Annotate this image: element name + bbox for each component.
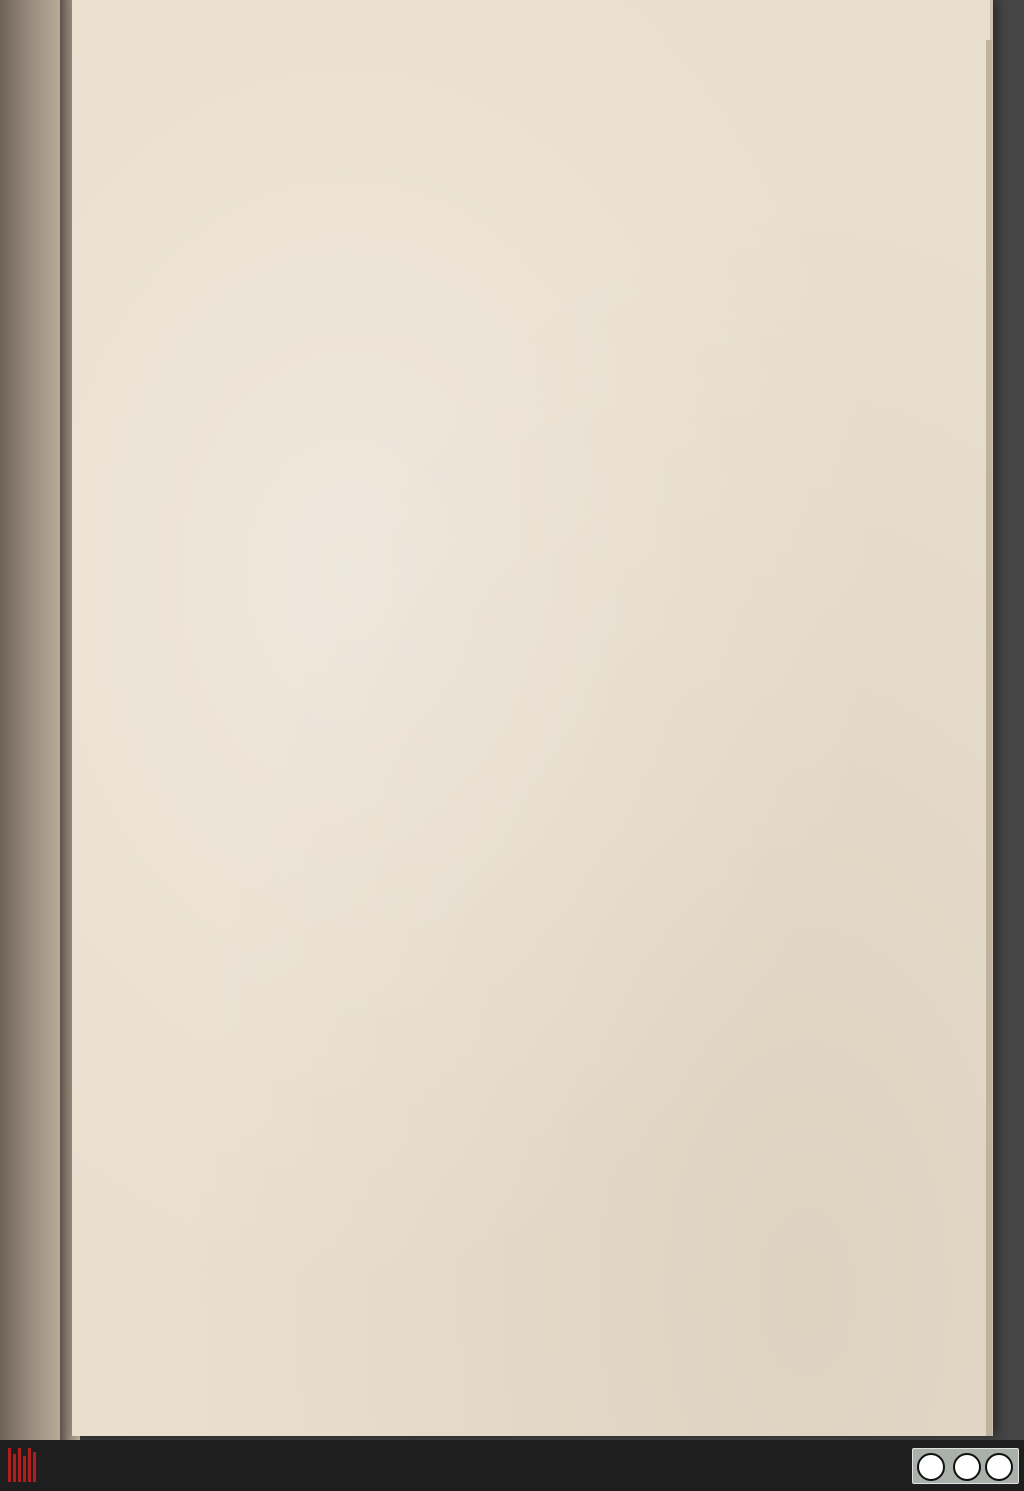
book-page (72, 0, 993, 1436)
cc-license-badge[interactable] (912, 1448, 1019, 1484)
viewer-footer (0, 1440, 1024, 1491)
attribution-icon (953, 1453, 981, 1481)
decorated-initial (100, 730, 170, 830)
share-alike-icon (985, 1453, 1013, 1481)
cc-icon (917, 1453, 945, 1481)
library-logo-icon[interactable] (8, 1448, 38, 1482)
previous-page-edge (0, 0, 60, 1440)
page-right-edge (986, 40, 992, 1436)
